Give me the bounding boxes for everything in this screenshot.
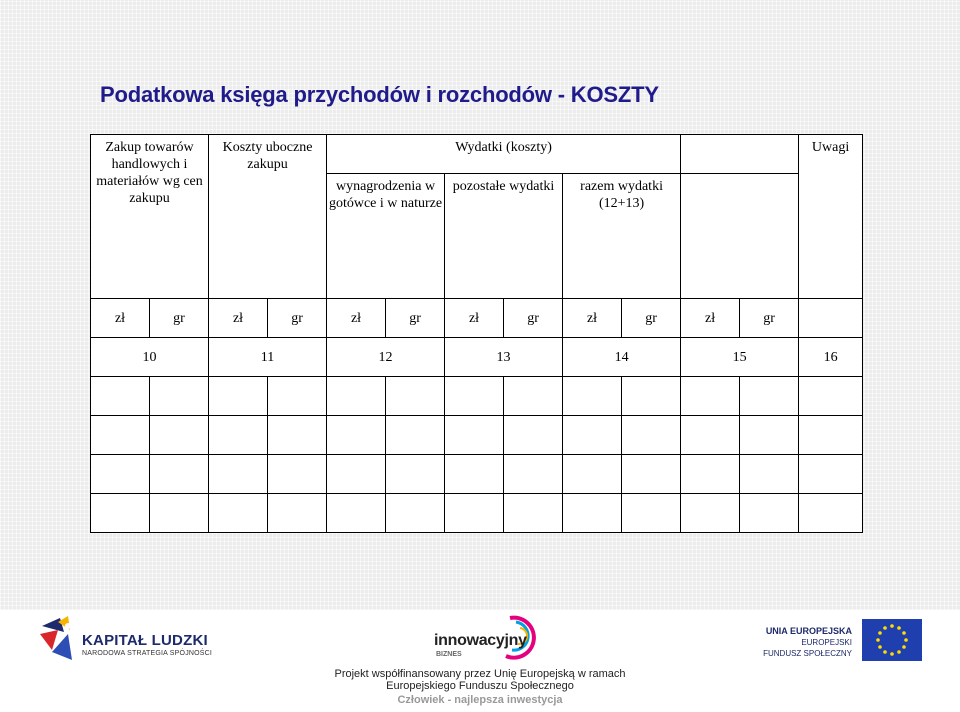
motto: Człowiek - najlepsza inwestycja [397,694,563,706]
blank-cell [268,494,327,533]
blank-cell [445,494,504,533]
innowacyjny-wordmark: innowacyjny [434,632,527,649]
column-number-15: 15 [681,338,799,377]
blank-cell [563,416,622,455]
blank-cell [386,494,445,533]
col14-header-text: razem wydatki (12+13) [580,179,663,211]
kapital-ludzki-title: KAPITAŁ LUDZKI [82,632,208,649]
blank-cell [327,377,386,416]
blank-cell [150,494,209,533]
blank-cell [740,377,799,416]
blank-cell [150,416,209,455]
blank-cell [740,416,799,455]
column-number-10: 10 [91,338,209,377]
blank-cell [681,377,740,416]
col13-header-text: pozostałe wydatki [452,179,555,194]
blank-row [91,377,863,416]
blank-cell [327,416,386,455]
blank-cell [504,455,563,494]
blank-row [91,455,863,494]
blank-cell [563,494,622,533]
blank-cell [327,455,386,494]
blank-row [91,416,863,455]
unit-gr: gr [268,299,327,338]
unit-zl: zł [91,299,150,338]
blank-cell [622,377,681,416]
project-funding-note [0,668,960,692]
blank-cell [327,494,386,533]
blank-cell [268,377,327,416]
blank-cell [91,416,150,455]
col12-header [327,174,445,299]
blank-cell [504,494,563,533]
blank-cell [504,416,563,455]
unit-blank [799,299,863,338]
blank-cell [445,377,504,416]
blank-cell [681,416,740,455]
eu-line-3: FUNDUSZ SPOŁECZNY [763,649,852,658]
blank-cell [91,377,150,416]
blank-cell [209,416,268,455]
ledger-table [90,134,863,533]
eu-line-1: UNIA EUROPEJSKA [765,626,852,636]
col11-header [209,135,327,299]
project-note-line-1: Projekt współfinansowany przez Unię Europejską w ramach [334,668,626,680]
eu-flag-icon [862,619,922,661]
eu-fund-label [763,626,852,659]
blank-cell [91,494,150,533]
unit-gr: gr [504,299,563,338]
project-note-line-2: Europejskiego Funduszu Społecznego [386,680,574,692]
unit-zl: zł [209,299,268,338]
col15-header [681,135,799,174]
col13-header [445,174,563,299]
eu-line-2: EUROPEJSKI [801,638,852,647]
blank-cell [622,494,681,533]
blank-cell [209,494,268,533]
unit-gr: gr [740,299,799,338]
col10-header [91,135,209,299]
blank-cell [622,455,681,494]
blank-cell [91,455,150,494]
unit-zl: zł [327,299,386,338]
wydatki-header [327,135,681,174]
blank-cell [681,494,740,533]
blank-cell [150,455,209,494]
col16-header-text: Uwagi [811,140,850,155]
blank-cell [386,377,445,416]
blank-cell [268,455,327,494]
column-number-12: 12 [327,338,445,377]
blank-row [91,494,863,533]
col16-header [799,135,863,299]
column-number-14: 14 [563,338,681,377]
blank-cell [799,455,863,494]
blank-cell [150,377,209,416]
column-number-11: 11 [209,338,327,377]
blank-cell [445,416,504,455]
blank-cell [445,455,504,494]
unit-zl: zł [681,299,740,338]
column-number-13: 13 [445,338,563,377]
blank-cell [740,494,799,533]
unit-gr: gr [622,299,681,338]
blank-cell [386,416,445,455]
unit-gr: gr [150,299,209,338]
blank-cell [209,377,268,416]
blank-cell [622,416,681,455]
page-title: Podatkowa księga przychodów i rozchodów - KOSZTY [100,82,659,107]
col14-header [563,174,681,299]
column-number-16: 16 [799,338,863,377]
unit-zl: zł [563,299,622,338]
blank-cell [799,494,863,533]
blank-cell [799,377,863,416]
unit-zl: zł [445,299,504,338]
wydatki-header-text: Wydatki (koszty) [455,140,552,155]
blank-cell [563,455,622,494]
blank-cell [563,377,622,416]
blank-cell [681,455,740,494]
blank-cell [799,416,863,455]
col15-subheader [681,174,799,299]
col10-header-text: Zakup towarów handlowych i materiałów wg cen zakupu [96,140,203,206]
col12-header-text: wynagrodzenia w gotówce i w naturze [328,179,443,211]
blank-cell [268,416,327,455]
kapital-ludzki-subtitle: NARODOWA STRATEGIA SPÓJNOŚCI [82,650,213,657]
blank-cell [209,455,268,494]
biznes-wordmark: BIZNES [436,651,462,658]
unit-gr: gr [386,299,445,338]
col11-header-text: Koszty uboczne zakupu [222,140,313,172]
blank-cell [740,455,799,494]
blank-cell [504,377,563,416]
blank-cell [386,455,445,494]
